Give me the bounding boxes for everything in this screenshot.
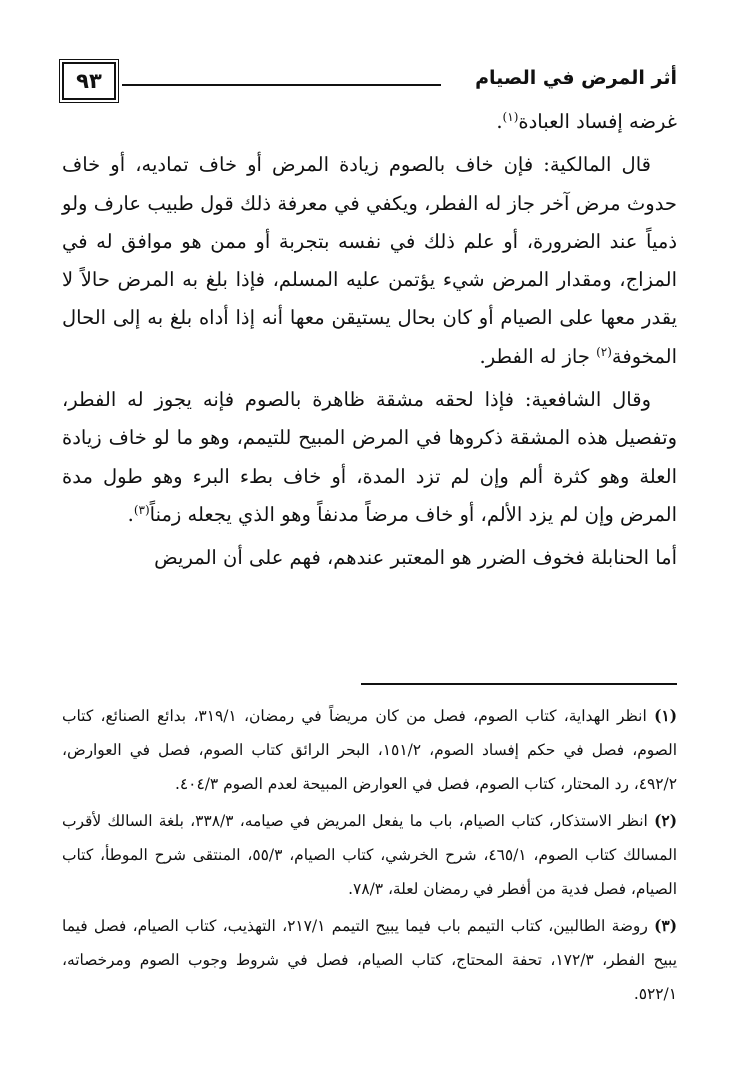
footnote-ref-2: (٢) (596, 344, 612, 359)
footnote-2 (62, 804, 677, 906)
footnote-ref-1: (١) (502, 110, 519, 124)
main-text (62, 103, 677, 578)
footnote-text: روضة الطالبين، كتاب التيمم باب فيما يبيح التيمم ٢١٧/١، التهذيب، كتاب الصيام، فصل فيما يبيح الفطر، ١٧٢/٣، تحفة المحتاج، كتاب الصيام، فصل في شروط وجوب الصوم ومرخصاته، ٥٢٢/١. (62, 917, 677, 1003)
footnote-text: انظر الاستذكار، كتاب الصيام، باب ما يفعل المريض في صيامه، ٣٣٨/٣، بلغة السالك لأقرب المسالك كتاب الصوم، ٤٦٥/١، شرح الخرشي، كتاب الصيام، ٥٥/٣، المنتقى شرح الموطأ، كتاب الصيام، فصل فدية من أفطر في رمضان لعلة، ٧٨/٣. (62, 812, 677, 898)
footnotes (62, 699, 677, 1011)
footnote-number: (١) (654, 707, 677, 725)
footnote-3 (62, 909, 677, 1011)
page-header (62, 62, 677, 102)
footnote-separator (361, 683, 677, 685)
paragraph-maliki: قال المالكية: فإن خاف بالصوم زيادة المرض أو خاف تماديه، أو خاف حدوث مرض آخر جاز له الفطر، ويكفي في معرفة ذلك قول طبيب عارف ولو ذمياً عند الضرورة، أو علم ذلك في نفسه بتجربة أو ممن هو موافق له في المزاج، ومقدار المرض شيء يؤتمن عليه المسلم، فإذا بلغ به المرض حالاً لا يقدر معها على الصيام أو كان بحال يستيقن معها أنه إذا أداه بلغ به إلى الحال المخوفة$^{(٢)}$ جاز له الفطر. (62, 153, 677, 368)
footnote-ref-3: (٣) (133, 502, 150, 517)
paragraph-hanbali: أما الحنابلة فخوف الضرر هو المعتبر عندهم، فهم على أن المريض (154, 546, 677, 570)
footnote-1 (62, 699, 677, 801)
footnote-number: (٢) (654, 812, 677, 830)
page-number: ٩٣ (62, 62, 116, 100)
running-title: أثر المرض في الصيام (475, 67, 677, 89)
paragraph-shafii: وقال الشافعية: فإذا لحقه مشقة ظاهرة بالصوم فإنه يجوز له الفطر، وتفصيل هذه المشقة ذكروها في المرض المبيح للتيمم، وهو ما لو خاف زيادة العلة وهو كثرة ألم وإن لم تزد المدة، أو خاف بطء البرء وهو طول مدة المرض وإن لم يزد الألم، أو خاف مرضاً مدنفاً وهو الذي يجعله زمناً$^{(٣)}$. (62, 388, 677, 526)
footnote-text: انظر الهداية، كتاب الصوم، فصل من كان مريضاً في رمضان، ٣١٩/١، بدائع الصنائع، كتاب الصوم، فصل في حكم إفساد الصوم، ١٥١/٢، البحر الرائق كتاب الصوم، فصل في العوارض، ٤٩٢/٢، رد المحتار، كتاب الصوم، فصل في العوارض المبيحة لعدم الصوم ٤٠٤/٣. (62, 707, 677, 793)
header-rule (122, 84, 441, 86)
paragraph-continuation: غرضه إفساد العبادة$^{(١)}$. (496, 110, 677, 133)
footnote-number: (٣) (654, 917, 677, 935)
